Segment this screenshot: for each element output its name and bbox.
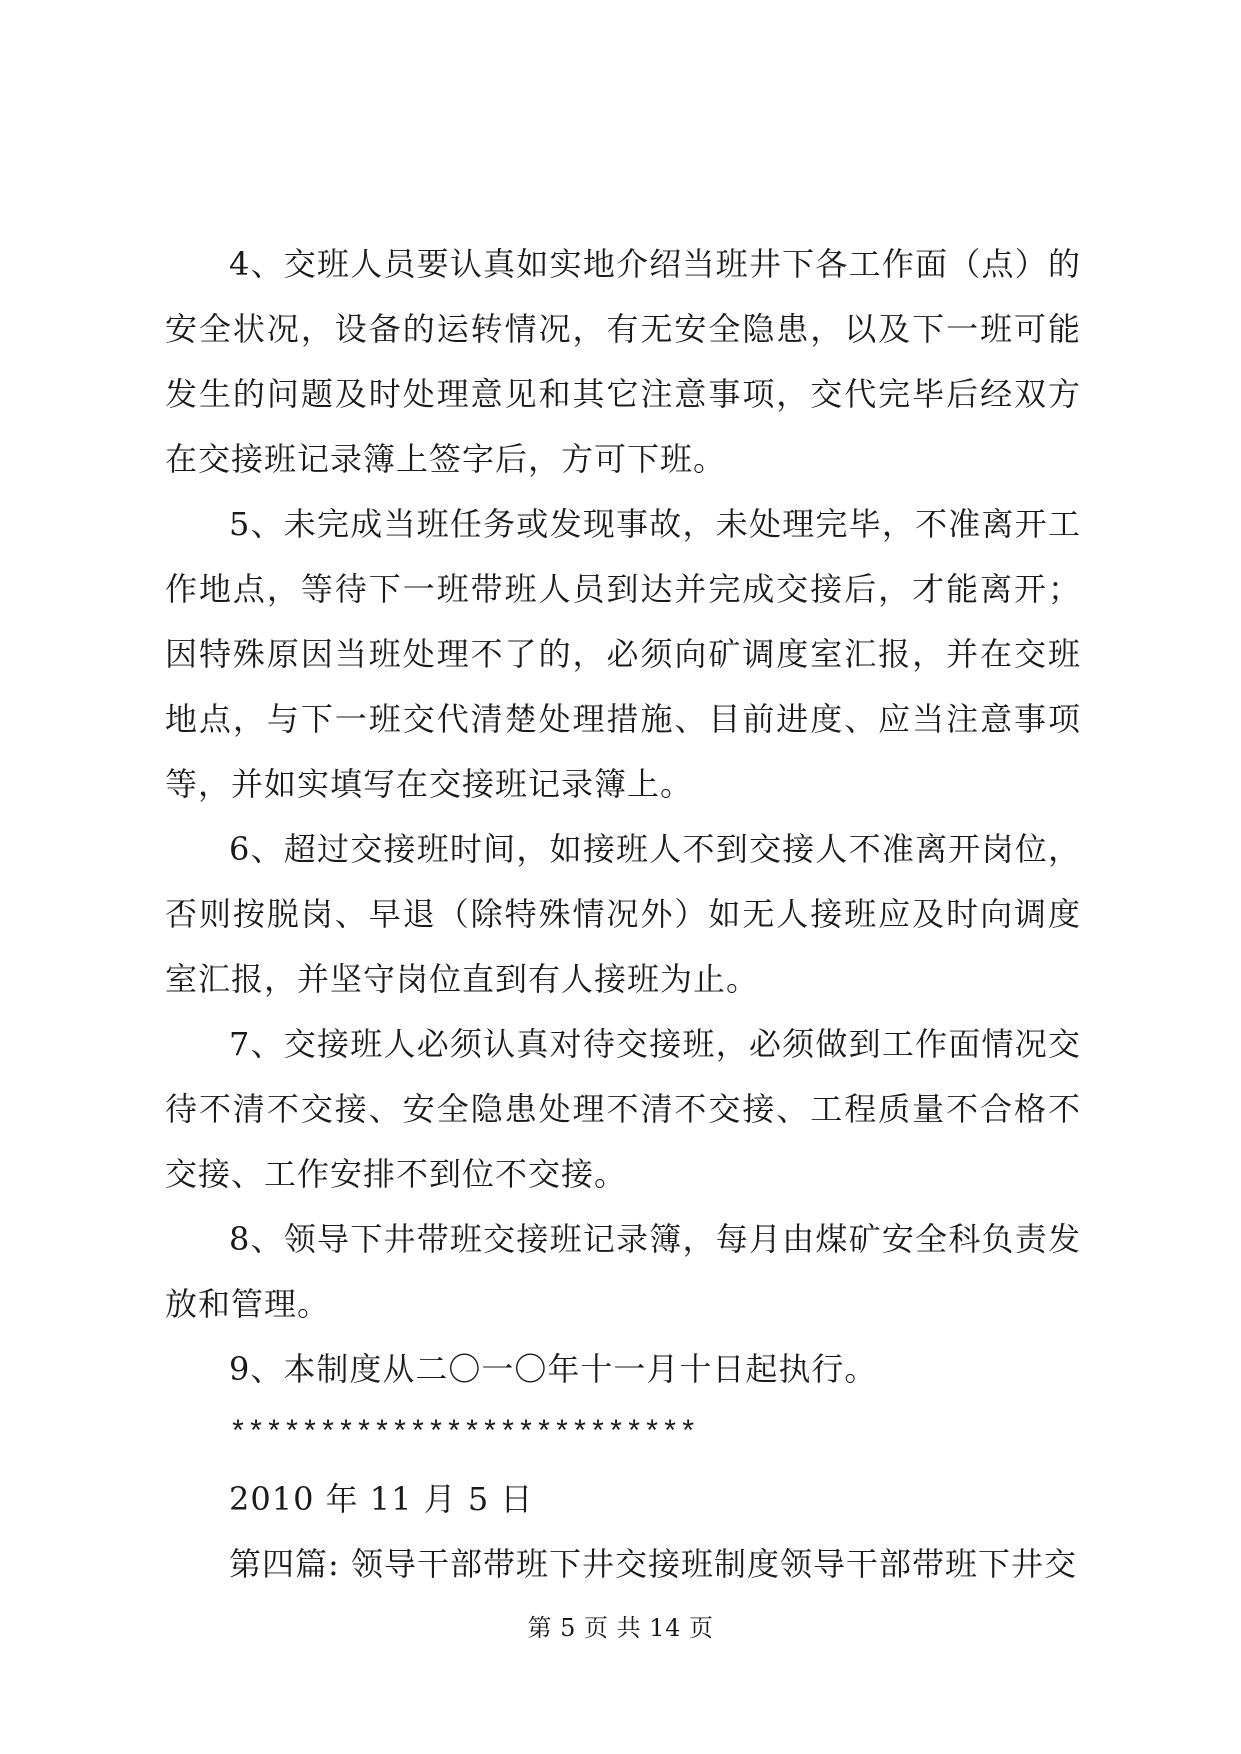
next-section-title: 第四篇: 领导干部带班下井交接班制度领导干部带班下井交 (229, 1545, 1077, 1583)
signature-placeholder: ************************** (229, 1417, 698, 1451)
paragraph-item-5: 5、未完成当班任务或发现事故，未处理完毕，不准离开工作地点，等待下一班带班人员到达并完成交接后，才能离开；因特殊原因当班处理不了的，必须向矿调度室汇报，并在交班地点，与下一班交代清楚处理措施、目前进度、应当注意事项等，并如实填写在交接班记录簿上。 (165, 505, 1081, 803)
paragraph-item-7: 7、交接班人必须认真对待交接班，必须做到工作面情况交待不清不交接、安全隐患处理不清不交接、工程质量不合格不交接、工作安排不到位不交接。 (165, 1025, 1081, 1193)
document-body (165, 232, 1081, 1597)
paragraph-item-4: 4、交班人员要认真如实地介绍当班井下各工作面（点）的安全状况，设备的运转情况，有无安全隐患，以及下一班可能发生的问题及时处理意见和其它注意事项，交代完毕后经双方在交接班记录簿上签字后，方可下班。 (165, 245, 1081, 478)
page-number-footer: 第 5 页 共 14 页 (527, 1614, 714, 1642)
paragraph-item-6: 6、超过交接班时间，如接班人不到交接人不准离开岗位，否则按脱岗、早退（除特殊情况外）如无人接班应及时向调度室汇报，并坚守岗位直到有人接班为止。 (165, 830, 1081, 998)
paragraph-item-8: 8、领导下井带班交接班记录簿，每月由煤矿安全科负责发放和管理。 (165, 1220, 1081, 1323)
document-date: 2010 年 11 月 5 日 (229, 1480, 534, 1518)
effective-date-line: 9、本制度从二〇一〇年十一月十日起执行。 (229, 1350, 878, 1388)
